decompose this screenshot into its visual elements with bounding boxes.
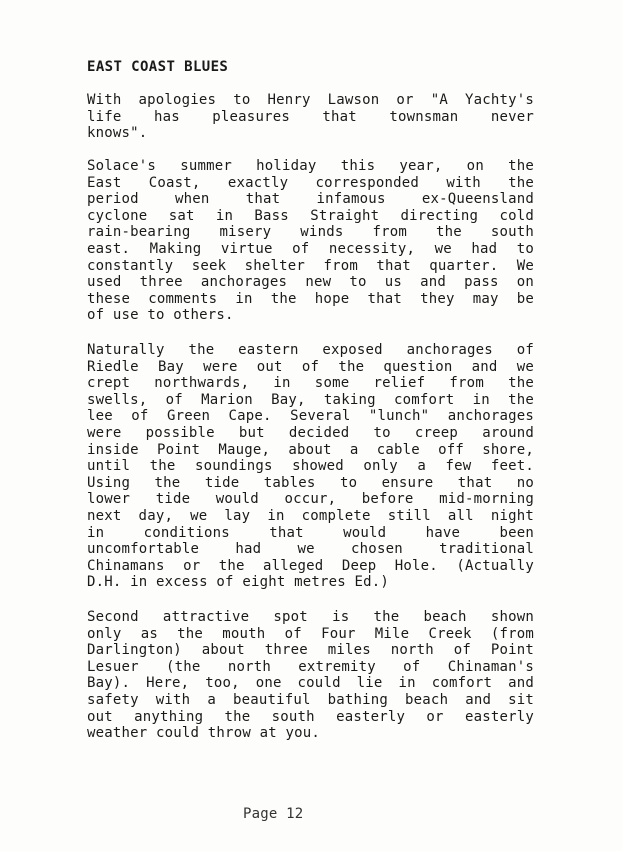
text-line: these comments in the hope that they may be xyxy=(87,290,534,307)
paragraph-riedle-bay xyxy=(87,342,534,591)
text-line: Riedle Bay were out of the question and we xyxy=(87,358,534,375)
text-line: next day, we lay in complete still all night xyxy=(87,507,534,524)
text-line: life has pleasures that townsman never xyxy=(87,108,534,125)
text-line: Bay). Here, too, one could lie in comfort and xyxy=(87,675,534,692)
text-line: Chinamans or the alleged Deep Hole. (Actually xyxy=(87,557,534,574)
text-line: until the soundings showed only a few feet. xyxy=(87,458,534,475)
text-line: uncomfortable had we chosen traditional xyxy=(87,541,534,558)
text-line: of use to others. xyxy=(87,307,234,324)
text-line: safety with a beautiful bathing beach and sit xyxy=(87,691,534,708)
text-line: crept northwards, in some relief from the xyxy=(87,375,534,392)
paragraph-holiday xyxy=(87,158,534,324)
text-line: inside Point Mauge, about a cable off shore, xyxy=(87,441,534,458)
text-line: east. Making virtue of necessity, we had to xyxy=(87,240,534,257)
text-line: East Coast, exactly corresponded with the xyxy=(87,174,534,191)
text-line: D.H. in excess of eight metres Ed.) xyxy=(87,574,390,591)
text-line: rain-bearing misery winds from the south xyxy=(87,224,534,241)
paragraph-four-mile-creek xyxy=(87,609,534,742)
text-line: Solace's summer holiday this year, on the xyxy=(87,158,534,174)
text-line: period when that infamous ex-Queensland xyxy=(87,191,534,208)
text-line: used three anchorages new to us and pass on xyxy=(87,274,534,291)
text-line: Naturally the eastern exposed anchorages of xyxy=(87,342,534,358)
article-title: EAST COAST BLUES xyxy=(87,59,229,75)
text-line: were possible but decided to creep around xyxy=(87,424,534,441)
text-line: lower tide would occur, before mid-morning xyxy=(87,491,534,508)
text-line: in conditions that would have been xyxy=(87,524,534,541)
text-line: weather could throw at you. xyxy=(87,725,320,742)
text-line: only as the mouth of Four Mile Creek (from xyxy=(87,625,534,642)
text-line: With apologies to Henry Lawson or "A Yachty's xyxy=(87,92,534,108)
text-line: Darlington) about three miles north of Point xyxy=(87,642,534,659)
paragraph-intro xyxy=(87,92,534,142)
page-number: Page 12 xyxy=(243,806,304,822)
text-line: Second attractive spot is the beach shown xyxy=(87,609,534,625)
text-line: lee of Green Cape. Several "lunch" anchorages xyxy=(87,408,534,425)
text-line: cyclone sat in Bass Straight directing cold xyxy=(87,207,534,224)
text-line: out anything the south easterly or easterly xyxy=(87,708,534,725)
text-line: Using the tide tables to ensure that no xyxy=(87,474,534,491)
text-line: knows". xyxy=(87,125,148,142)
text-line: Lesuer (the north extremity of Chinaman's xyxy=(87,658,534,675)
text-line: swells, of Marion Bay, taking comfort in the xyxy=(87,391,534,408)
text-line: constantly seek shelter from that quarter. We xyxy=(87,257,534,274)
